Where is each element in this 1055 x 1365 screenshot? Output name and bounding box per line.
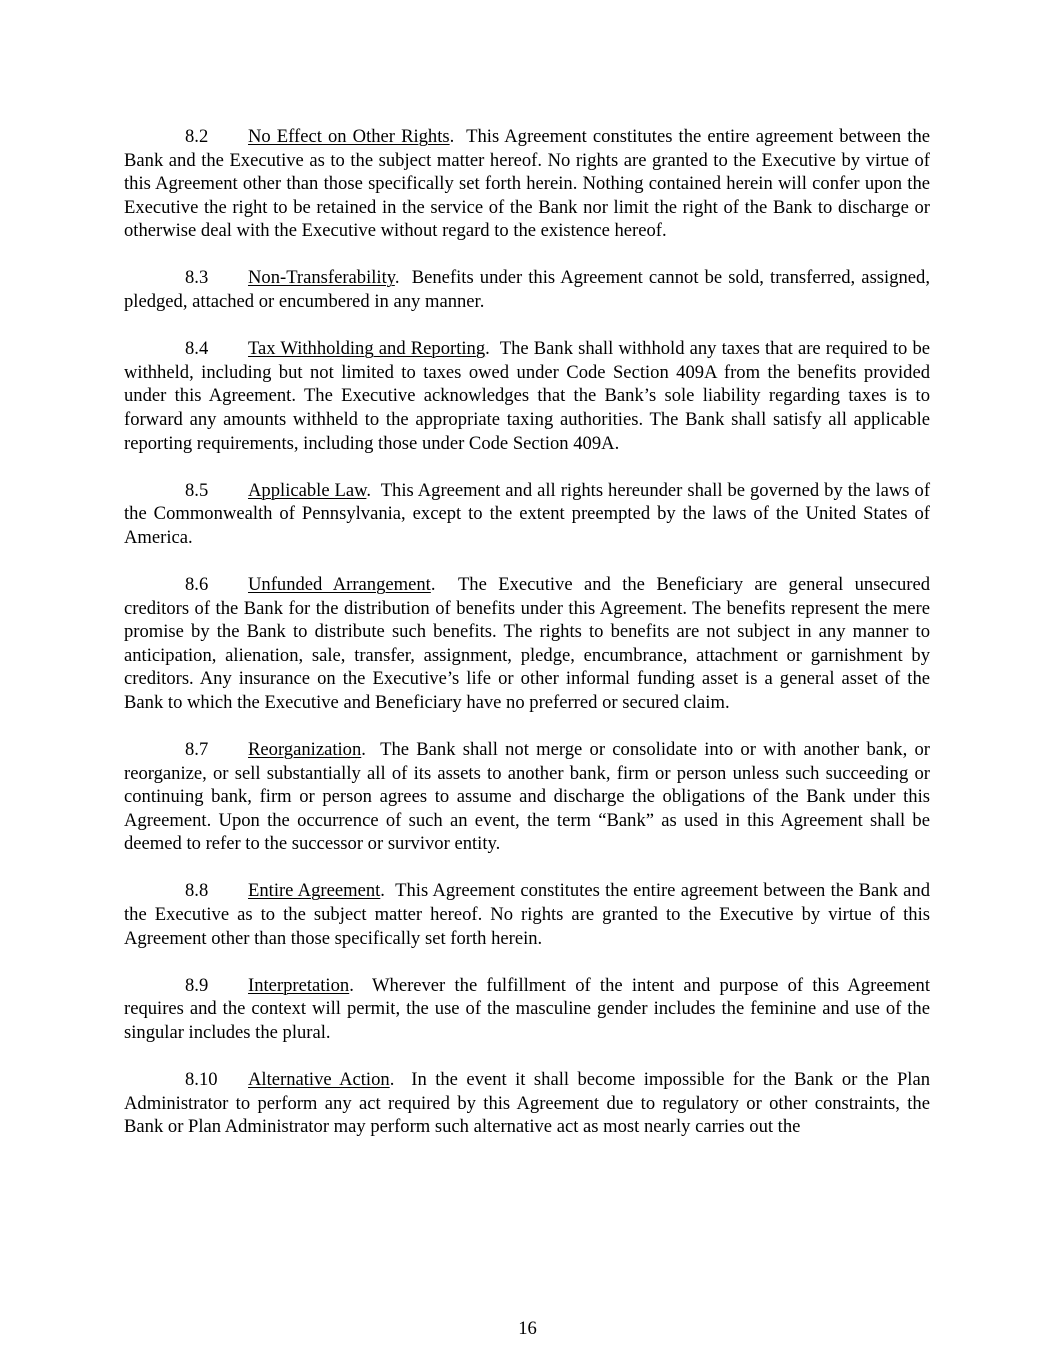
section-8-3: 8.3 Non-Transferability. Benefits under this Agreement cannot be sold, transferred, assigned, pledged, attached or encumbered in any manner. bbox=[124, 267, 930, 313]
section-heading: Alternative Action bbox=[248, 1069, 390, 1090]
section-number: 8.4 bbox=[185, 338, 209, 360]
section-text: This Agreement and all rights hereunder shall be governed by the laws of the Commonwealth of Pennsylvania, except to the extent preempted by the laws of the United States of America. bbox=[124, 479, 931, 548]
section-heading: Non-Transferability bbox=[248, 267, 395, 289]
section-number: 8.3 bbox=[185, 267, 209, 289]
section-number: 8.10 bbox=[185, 1069, 218, 1090]
section-text: In the event it shall become impossible for the Bank or the Plan Administrator to perform any act required by this Agreement due to regulatory or other constraints, the Bank or Plan Administrator may perform such alternative act as most nearly carries out the bbox=[124, 1069, 930, 1138]
document-body bbox=[124, 125, 930, 1162]
section-heading: Reorganization bbox=[248, 738, 362, 760]
section-text: Benefits under this Agreement cannot be sold, transferred, assigned, pledged, attached or encumbered in any manner. bbox=[124, 267, 930, 313]
section-8-5: 8.5 Applicable Law. This Agreement and all rights hereunder shall be governed by the laws of the Commonwealth of Pennsylvania, except to the extent preempted by the laws of the United States of America. bbox=[124, 479, 931, 548]
section-number: 8.7 bbox=[185, 738, 209, 760]
section-text: Wherever the fulfillment of the intent and purpose of this Agreement requires and the context will permit, the use of the masculine gender includes the feminine and use of the singular includes the plural. bbox=[124, 974, 931, 1043]
section-number: 8.5 bbox=[185, 479, 209, 501]
section-8-10: 8.10 Alternative Action. In the event it shall become impossible for the Bank or the Plan Administrator to perform any act required by this Agreement due to regulatory or other constraints, the Bank or Plan Administrator may perform such alternative act as most nearly carries out the bbox=[124, 1069, 930, 1138]
section-8-6: 8.6 Unfunded Arrangement. The Executive and the Beneficiary are general unsecured creditors of the Bank for the distribution of benefits under this Agreement. The benefits represent the mere promise by the Bank to distribute such benefits. The rights to benefits are not subject in any manner to anticipation, alienation, sale, transfer, assignment, pledge, encumbrance, attachment or garnishment by creditors. Any insurance on the Executive’s life or other informal funding asset is a general asset of the Bank to which the Executive and Beneficiary have no preferred or secured claim. bbox=[124, 573, 931, 713]
section-text: This Agreement constitutes the entire agreement between the Bank and the Executive as to the subject matter hereof. No rights are granted to the Executive by virtue of this Agreement other than those specifically set forth herein. Nothing contained herein will confer upon the Executive the right to be retained in the service of the Bank nor limit the right of the Bank to discharge or otherwise deal with the Executive without regard to the existence hereof. bbox=[124, 126, 931, 242]
section-number: 8.9 bbox=[185, 974, 209, 996]
section-number: 8.2 bbox=[185, 126, 209, 147]
section-8-9: 8.9 Interpretation. Wherever the fulfillment of the intent and purpose of this Agreement requires and the context will permit, the use of the masculine gender includes the feminine and use of the singular includes the plural. bbox=[124, 974, 931, 1043]
section-heading: Tax Withholding and Reporting bbox=[248, 338, 486, 360]
section-number: 8.8 bbox=[185, 880, 209, 902]
section-heading: Interpretation bbox=[248, 974, 350, 996]
section-text: The Bank shall not merge or consolidate into or with another bank, or reorganize, or sell substantially all of its assets to another bank, firm or person unless such succeeding or continuing bank, firm or person agrees to assume and discharge the obligations of the Bank under this Agreement. Upon the occurrence of such an event, the term “Bank” as used in this Agreement shall be deemed to refer to the successor or survivor entity. bbox=[124, 738, 931, 855]
section-heading: No Effect on Other Rights bbox=[248, 126, 450, 147]
page-number: 16 bbox=[518, 1318, 537, 1339]
section-8-2: 8.2 No Effect on Other Rights. This Agreement constitutes the entire agreement between the Bank and the Executive as to the subject matter hereof. No rights are granted to the Executive by virtue of this Agreement other than those specifically set forth herein. Nothing contained herein will confer upon the Executive the right to be retained in the service of the Bank nor limit the right of the Bank to discharge or otherwise deal with the Executive without regard to the existence hereof. bbox=[124, 126, 931, 242]
section-heading: Unfunded Arrangement bbox=[248, 573, 431, 595]
section-8-4: 8.4 Tax Withholding and Reporting. The Bank shall withhold any taxes that are required to be withheld, including but not limited to taxes owed under Code Section 409A from the benefits provided under this Agreement. The Executive acknowledges that the Bank’s sole liability regarding taxes is to forward any amounts withheld to the appropriate taxing authorities. The Bank shall satisfy all applicable reporting requirements, including those under Code Section 409A. bbox=[124, 338, 931, 454]
section-text: The Executive and the Beneficiary are general unsecured creditors of the Bank for the distribution of benefits under this Agreement. The benefits represent the mere promise by the Bank to distribute such benefits. The rights to benefits are not subject in any manner to anticipation, alienation, sale, transfer, assignment, pledge, encumbrance, attachment or garnishment by creditors. Any insurance on the Executive’s life or other informal funding asset is a general asset of the Bank to which the Executive and Beneficiary have no preferred or secured claim. bbox=[124, 573, 931, 713]
section-text: The Bank shall withhold any taxes that are required to be withheld, including but not limited to taxes owed under Code Section 409A from the benefits provided under this Agreement. The Executive acknowledges that the Bank’s sole liability regarding taxes is to forward any amounts withheld to the appropriate taxing authorities. The Bank shall satisfy all applicable reporting requirements, including those under Code Section 409A. bbox=[124, 338, 931, 454]
section-number: 8.6 bbox=[185, 573, 209, 595]
section-8-7: 8.7 Reorganization. The Bank shall not merge or consolidate into or with another bank, or reorganize, or sell substantially all of its assets to another bank, firm or person unless such succeeding or continuing bank, firm or person agrees to assume and discharge the obligations of the Bank under this Agreement. Upon the occurrence of such an event, the term “Bank” as used in this Agreement shall be deemed to refer to the successor or survivor entity. bbox=[124, 738, 931, 855]
section-heading: Entire Agreement bbox=[248, 880, 381, 902]
section-text: This Agreement constitutes the entire agreement between the Bank and the Executive as to the subject matter hereof. No rights are granted to the Executive by virtue of this Agreement other than those specifically set forth herein. bbox=[124, 880, 930, 949]
section-heading: Applicable Law bbox=[248, 479, 367, 501]
section-8-8: 8.8 Entire Agreement. This Agreement constitutes the entire agreement between the Bank and the Executive as to the subject matter hereof. No rights are granted to the Executive by virtue of this Agreement other than those specifically set forth herein. bbox=[124, 880, 930, 949]
